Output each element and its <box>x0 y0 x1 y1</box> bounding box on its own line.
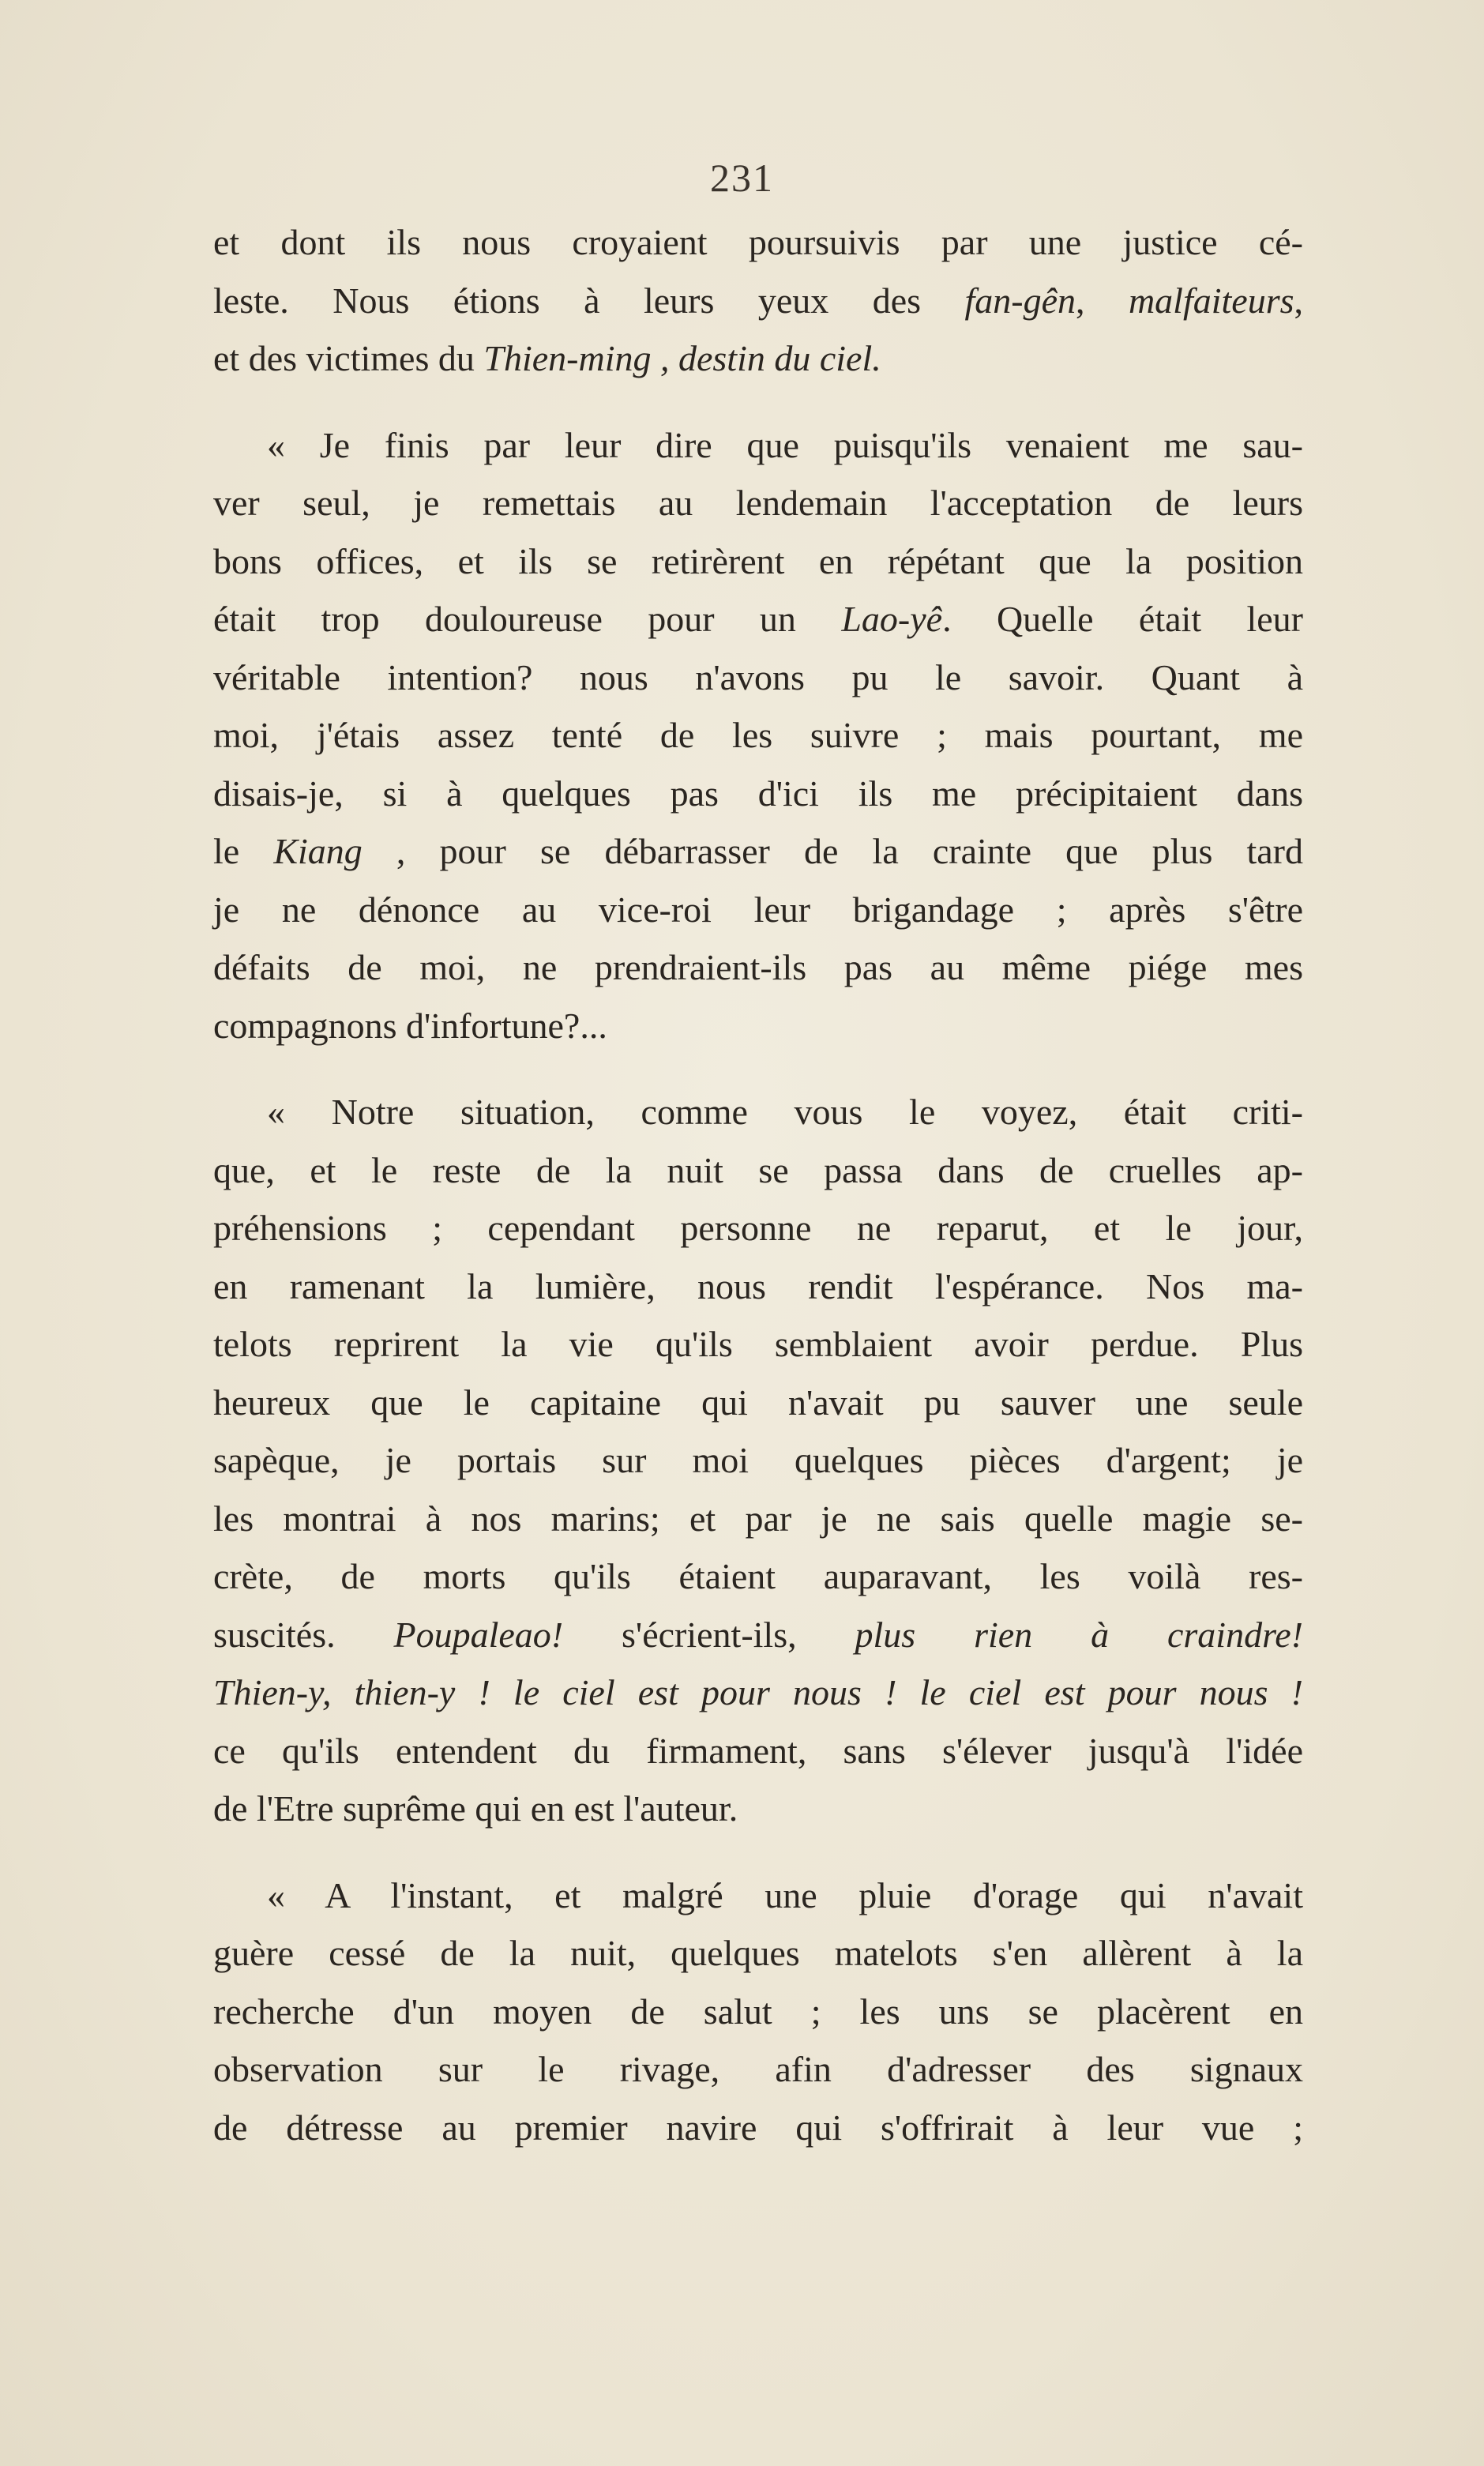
text-segment: était trop douloureuse pour un <box>213 599 842 639</box>
text-segment: suscités. <box>213 1614 394 1655</box>
text-line: disais-je, si à quelques pas d'ici ils me précipitaient dans <box>213 773 1303 814</box>
text-line <box>213 590 1303 648</box>
text-line <box>213 272 1303 330</box>
italic-term: Poupaleao! <box>393 1614 564 1655</box>
paragraph <box>213 1083 1303 1838</box>
italic-term: Lao-yê <box>841 599 943 639</box>
paragraph-gap <box>213 388 1303 416</box>
italic-term: malfaiteurs <box>1128 280 1294 321</box>
paragraph <box>213 416 1303 1055</box>
text-line: et dont ils nous croyaient poursuivis par une justice cé- <box>213 222 1303 262</box>
italic-term: Thien-y, thien-y ! le ciel est pour nous ! le ciel est pour nous ! <box>213 1672 1303 1712</box>
italic-term: plus rien à craindre! <box>855 1614 1303 1655</box>
text-segment: et des victimes du <box>213 338 484 378</box>
body-text <box>213 213 1303 2156</box>
text-line: bons offices, et ils se retirèrent en répétant que la position <box>213 540 1303 581</box>
text-line: préhensions ; cependant personne ne reparut, et le jour, <box>213 1208 1303 1248</box>
text-line: sapèque, je portais sur moi quelques pièces d'argent; je <box>213 1440 1303 1480</box>
paragraph <box>213 1866 1303 2157</box>
text-line: « A l'instant, et malgré une pluie d'orage qui n'avait <box>267 1874 1303 1915</box>
paragraph-gap <box>213 1838 1303 1866</box>
text-line: de détresse au premier navire qui s'offrirait à leur vue ; <box>213 2107 1303 2148</box>
text-line: « Je finis par leur dire que puisqu'ils venaient me sau- <box>267 424 1303 465</box>
text-line: les montrai à nos marins; et par je ne sais quelle magie se- <box>213 1498 1303 1539</box>
text-line: je ne dénonce au vice-roi leur brigandage ; après s'être <box>213 889 1303 930</box>
italic-term: Kiang <box>273 831 363 871</box>
text-line <box>213 1606 1303 1664</box>
text-line <box>213 1663 1303 1722</box>
text-segment: leste. Nous étions à leurs yeux des <box>213 280 965 321</box>
text-line: ver seul, je remettais au lendemain l'acceptation de leurs <box>213 483 1303 523</box>
page-number: 231 <box>710 156 774 200</box>
text-line: guère cessé de la nuit, quelques matelots s'en allèrent à la <box>213 1933 1303 1973</box>
text-line: défaits de moi, ne prendraient-ils pas au même piége mes <box>213 947 1303 987</box>
text-line: compagnons d'infortune?... <box>213 1005 607 1046</box>
text-segment: le <box>213 831 274 871</box>
text-line: heureux que le capitaine qui n'avait pu sauver une seule <box>213 1381 1303 1423</box>
text-segment: , <box>1075 280 1129 321</box>
text-line: que, et le reste de la nuit se passa dans de cruelles ap- <box>213 1149 1303 1190</box>
italic-term: fan-gên <box>964 280 1076 321</box>
text-line <box>213 329 1303 388</box>
text-line: moi, j'étais assez tenté de les suivre ; mais pourtant, me <box>213 715 1303 755</box>
text-line <box>213 822 1303 881</box>
text-segment: , <box>1294 280 1303 321</box>
text-line: véritable intention? nous n'avons pu le savoir. Quant à <box>213 656 1303 697</box>
text-segment: s'écrient-ils, <box>563 1614 855 1655</box>
text-line: ce qu'ils entendent du firmament, sans s'élever jusqu'à l'idée <box>213 1730 1303 1771</box>
text-segment: , pour se débarrasser de la crainte que plus tard <box>362 831 1303 871</box>
text-segment: . Quelle était leur <box>942 599 1303 639</box>
text-line: recherche d'un moyen de salut ; les uns se placèrent en <box>213 1990 1303 2032</box>
text-line: de l'Etre suprême qui en est l'auteur. <box>213 1788 738 1829</box>
text-line: crète, de morts qu'ils étaient auparavant, les voilà res- <box>213 1556 1303 1596</box>
text-line: en ramenant la lumière, nous rendit l'espérance. Nos ma- <box>213 1265 1303 1306</box>
text-line: observation sur le rivage, afin d'adresser des signaux <box>213 2049 1303 2089</box>
italic-term: Thien-ming , destin du ciel. <box>483 338 881 378</box>
text-line: « Notre situation, comme vous le voyez, était criti- <box>267 1092 1303 1132</box>
text-line: telots reprirent la vie qu'ils semblaient avoir perdue. Plus <box>213 1324 1303 1364</box>
paragraph-gap <box>213 1054 1303 1083</box>
paragraph <box>213 213 1303 388</box>
